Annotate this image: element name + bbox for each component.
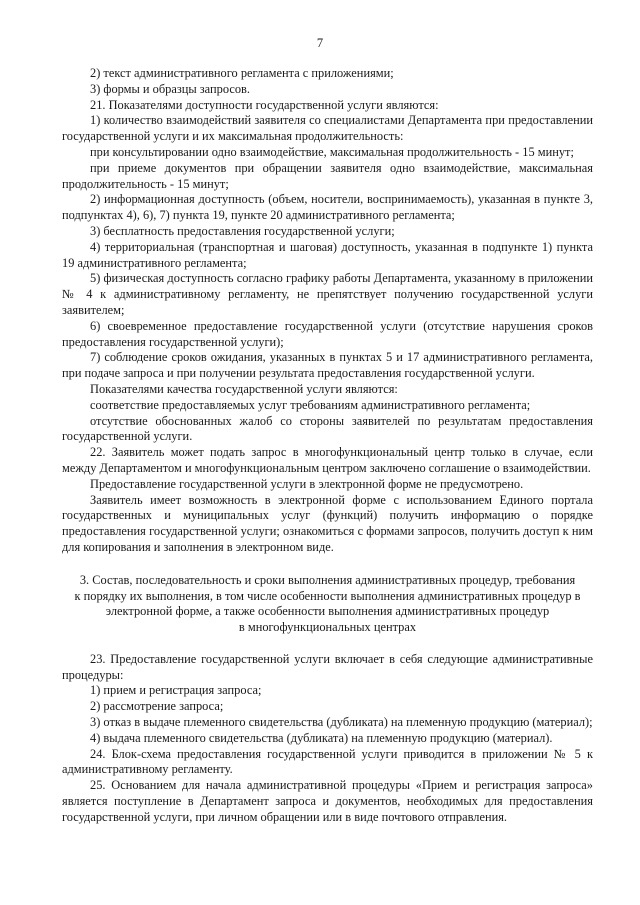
paragraph: при приеме документов при обращении заявителя одно взаимодействие, максимальная продолжительность - 15 минут; <box>62 160 593 191</box>
paragraph: 3) бесплатность предоставления государственной услуги; <box>90 223 395 238</box>
section-title-line: электронной форме, а также особенности выполнения административных процедур <box>105 604 550 619</box>
paragraph: Показателями качества государственной услуги являются: <box>90 381 398 396</box>
paragraph: 5) физическая доступность согласно графику работы Департамента, указанному в приложении № 4 к административному регламенту, не препятствует получению государственной услуги заявителем; <box>62 271 593 317</box>
paragraph: 2) рассмотрение запроса; <box>90 699 224 714</box>
paragraph: 1) прием и регистрация запроса; <box>90 683 262 698</box>
section-title-line: к порядку их выполнения, в том числе особенности выполнения административных процедур в <box>74 588 581 603</box>
section-title-line: 3. Состав, последовательность и сроки выполнения административных процедур, требования <box>79 572 576 587</box>
paragraph: 4) территориальная (транспортная и шаговая) доступность, указанная в подпункте 1) пункта 19 административного регламента; <box>62 239 593 270</box>
document-body <box>62 66 593 826</box>
paragraph: Предоставление государственной услуги в электронной форме не предусмотрено. <box>90 476 524 491</box>
paragraph: Заявитель имеет возможность в электронной форме с использованием Единого портала государственных и муниципальных услуг (функций) получить информацию о порядке предоставления государственной услуги; ознакомиться с формами запросов, получить доступ к ним для копирования и заполнения в электронном виде. <box>62 492 593 554</box>
paragraph: 3) отказ в выдаче племенного свидетельства (дубликата) на племенную продукцию (материал); <box>90 715 593 730</box>
section-title-line: в многофункциональных центрах <box>238 620 417 635</box>
page-number: 7 <box>316 36 324 50</box>
paragraph: 25. Основанием для начала административной процедуры «Прием и регистрация запроса» является поступление в Департамент запроса и документов, необходимых для предоставления государственной услуги, при личном обращении или в виде почтового отправления. <box>62 778 593 824</box>
paragraph: 2) текст административного регламента с приложениями; <box>90 66 394 80</box>
paragraph: 21. Показателями доступности государственной услуги являются: <box>90 97 439 112</box>
paragraph: 22. Заявитель может подать запрос в многофункциональный центр только в случае, если между Департаментом и многофункциональным центром заключено соглашение о взаимодействии. <box>62 445 593 475</box>
paragraph: 3) формы и образцы запросов. <box>90 81 250 96</box>
paragraph: 1) количество взаимодействий заявителя со специалистами Департамента при предоставлении государственной услуги и их максимальная продолжительность: <box>62 113 593 144</box>
paragraph: 7) соблюдение сроков ожидания, указанных в пунктах 5 и 17 административного регламента, при подаче запроса и при получении результата предоставления государственной услуги. <box>62 350 593 381</box>
paragraph: 4) выдача племенного свидетельства (дубликата) на племенную продукцию (материал). <box>90 730 553 745</box>
paragraph: отсутствие обоснованных жалоб со стороны заявителей по результатам предоставления государственной услуги. <box>62 413 593 444</box>
paragraph: 6) своевременное предоставление государственной услуги (отсутствие нарушения сроков предоставления государственной услуги); <box>62 318 593 349</box>
paragraph: 2) информационная доступность (объем, носители, воспринимаемость), указанная в пункте 3, подпунктах 4), 6), 7) пункта 19, пункте 20 административного регламента; <box>62 192 593 223</box>
paragraph: 24. Блок-схема предоставления государственной услуги приводится в приложении № 5 к административному регламенту. <box>62 746 593 777</box>
paragraph: соответствие предоставляемых услуг требованиям административного регламента; <box>90 397 531 412</box>
section-title <box>62 573 593 636</box>
paragraph: 23. Предоставление государственной услуги включает в себя следующие административные процедуры: <box>62 651 593 682</box>
paragraph: при консультировании одно взаимодействие, максимальная продолжительность - 15 минут; <box>90 144 574 159</box>
